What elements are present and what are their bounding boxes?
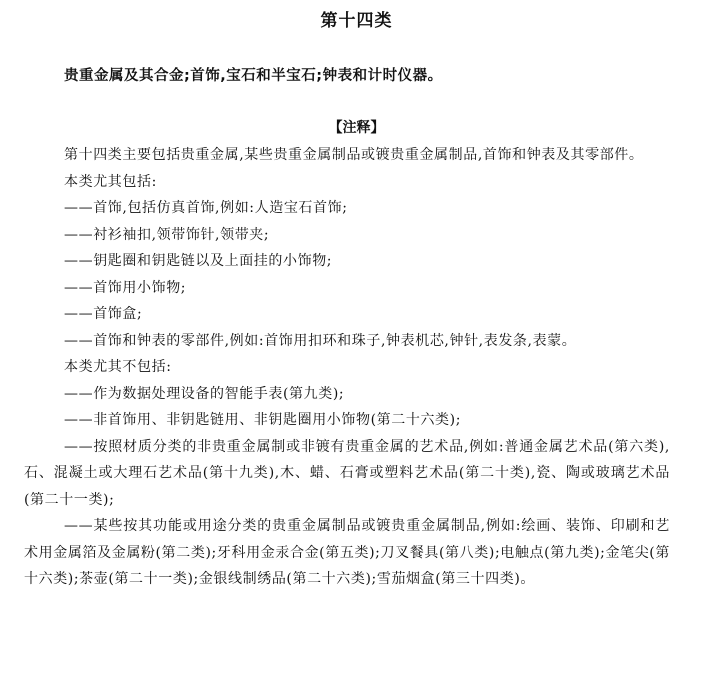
page-title: 第十四类	[320, 11, 393, 31]
exclude-item: ——某些按其功能或用途分类的贵重金属制品或镀贵重金属制品,例如:绘画、装饰、印刷和艺术用金属箔及金属粉(第二类);牙科用金汞合金(第五类);刀叉餐具(第八类);电触点(第九类);金笔尖(第十六类);茶壶(第二十一类);金银线制绣品(第二十六类);雪茄烟盒(第三十四类)。	[24, 518, 670, 587]
include-item: ——首饰用小饰物;	[64, 279, 187, 296]
include-item: ——钥匙圈和钥匙链以及上面挂的小饰物;	[64, 253, 333, 269]
class-heading: 贵重金属及其合金;首饰,宝石和半宝石;钟表和计时仪器。	[64, 68, 443, 84]
excludes-label: 本类尤其不包括:	[64, 359, 172, 375]
include-item: ——首饰,包括仿真首饰,例如:人造宝石首饰;	[64, 200, 348, 216]
exclude-item: ——作为数据处理设备的智能手表(第九类);	[64, 385, 345, 402]
exclude-item: ——非首饰用、非钥匙链用、非钥匙圈用小饰物(第二十六类);	[64, 412, 462, 428]
includes-label: 本类尤其包括:	[64, 173, 157, 190]
include-item: ——首饰盒;	[64, 306, 143, 322]
note-title: 【注释】	[328, 120, 385, 136]
exclude-item: ——按照材质分类的非贵重金属制或非镀有贵重金属的艺术品,例如:普通金属艺术品(第六类),石、混凝土或大理石艺术品(第十九类),木、蜡、石膏或塑料艺术品(第二十类),瓷、陶或玻璃艺术品(第二十一类);	[24, 438, 670, 508]
note-body	[24, 142, 670, 593]
include-item: ——首饰和钟表的零部件,例如:首饰用扣环和珠子,钟表机芯,钟针,表发条,表蒙。	[64, 332, 577, 349]
include-item: ——衬衫袖扣,领带饰针,领带夹;	[64, 226, 270, 243]
intro-paragraph: 第十四类主要包括贵重金属,某些贵重金属制品或镀贵重金属制品,首饰和钟表及其零部件。	[64, 147, 644, 163]
